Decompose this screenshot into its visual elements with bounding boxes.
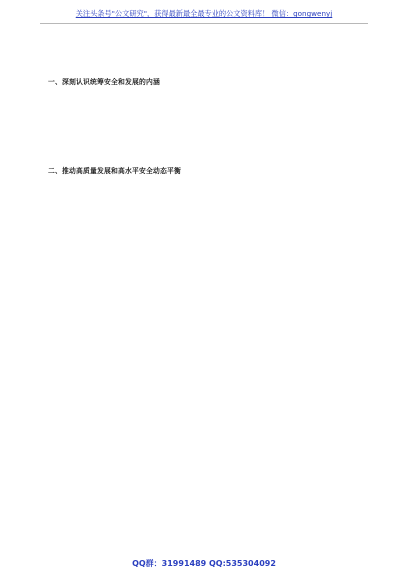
- document-paragraph: [48, 65, 362, 76]
- document-paragraph: [48, 90, 362, 101]
- header-notice-link[interactable]: 关注头条号"公文研究"，获得最新最全最专业的公文资料库！ 微信：gongwenyj: [75, 9, 333, 18]
- document-paragraph: [48, 189, 362, 200]
- document-paragraph: [48, 211, 362, 222]
- document-paragraph: [48, 101, 362, 112]
- header-divider: [40, 23, 368, 24]
- document-paragraph: [48, 132, 362, 143]
- section-heading: 二、推动高质量发展和高水平安全动态平衡: [48, 167, 181, 176]
- page-footer: [0, 552, 408, 580]
- document-paragraph: [48, 221, 362, 232]
- document-body: [48, 33, 362, 533]
- page-header: [0, 0, 408, 32]
- section-heading: 一、深刻认识统筹安全和发展的内涵: [48, 78, 160, 87]
- document-paragraph: [48, 154, 362, 165]
- document-paragraph: [48, 33, 362, 44]
- document-paragraph: [48, 54, 362, 65]
- document-paragraph: [48, 111, 362, 122]
- footer-contact: QQ群：31991489 QQ:535304092: [132, 559, 276, 568]
- document-paragraph: [48, 200, 362, 211]
- document-paragraph: [48, 122, 362, 133]
- document-paragraph: [48, 179, 362, 190]
- document-paragraph: [48, 143, 362, 154]
- document-paragraph: [48, 232, 362, 243]
- document-paragraph: [48, 44, 362, 55]
